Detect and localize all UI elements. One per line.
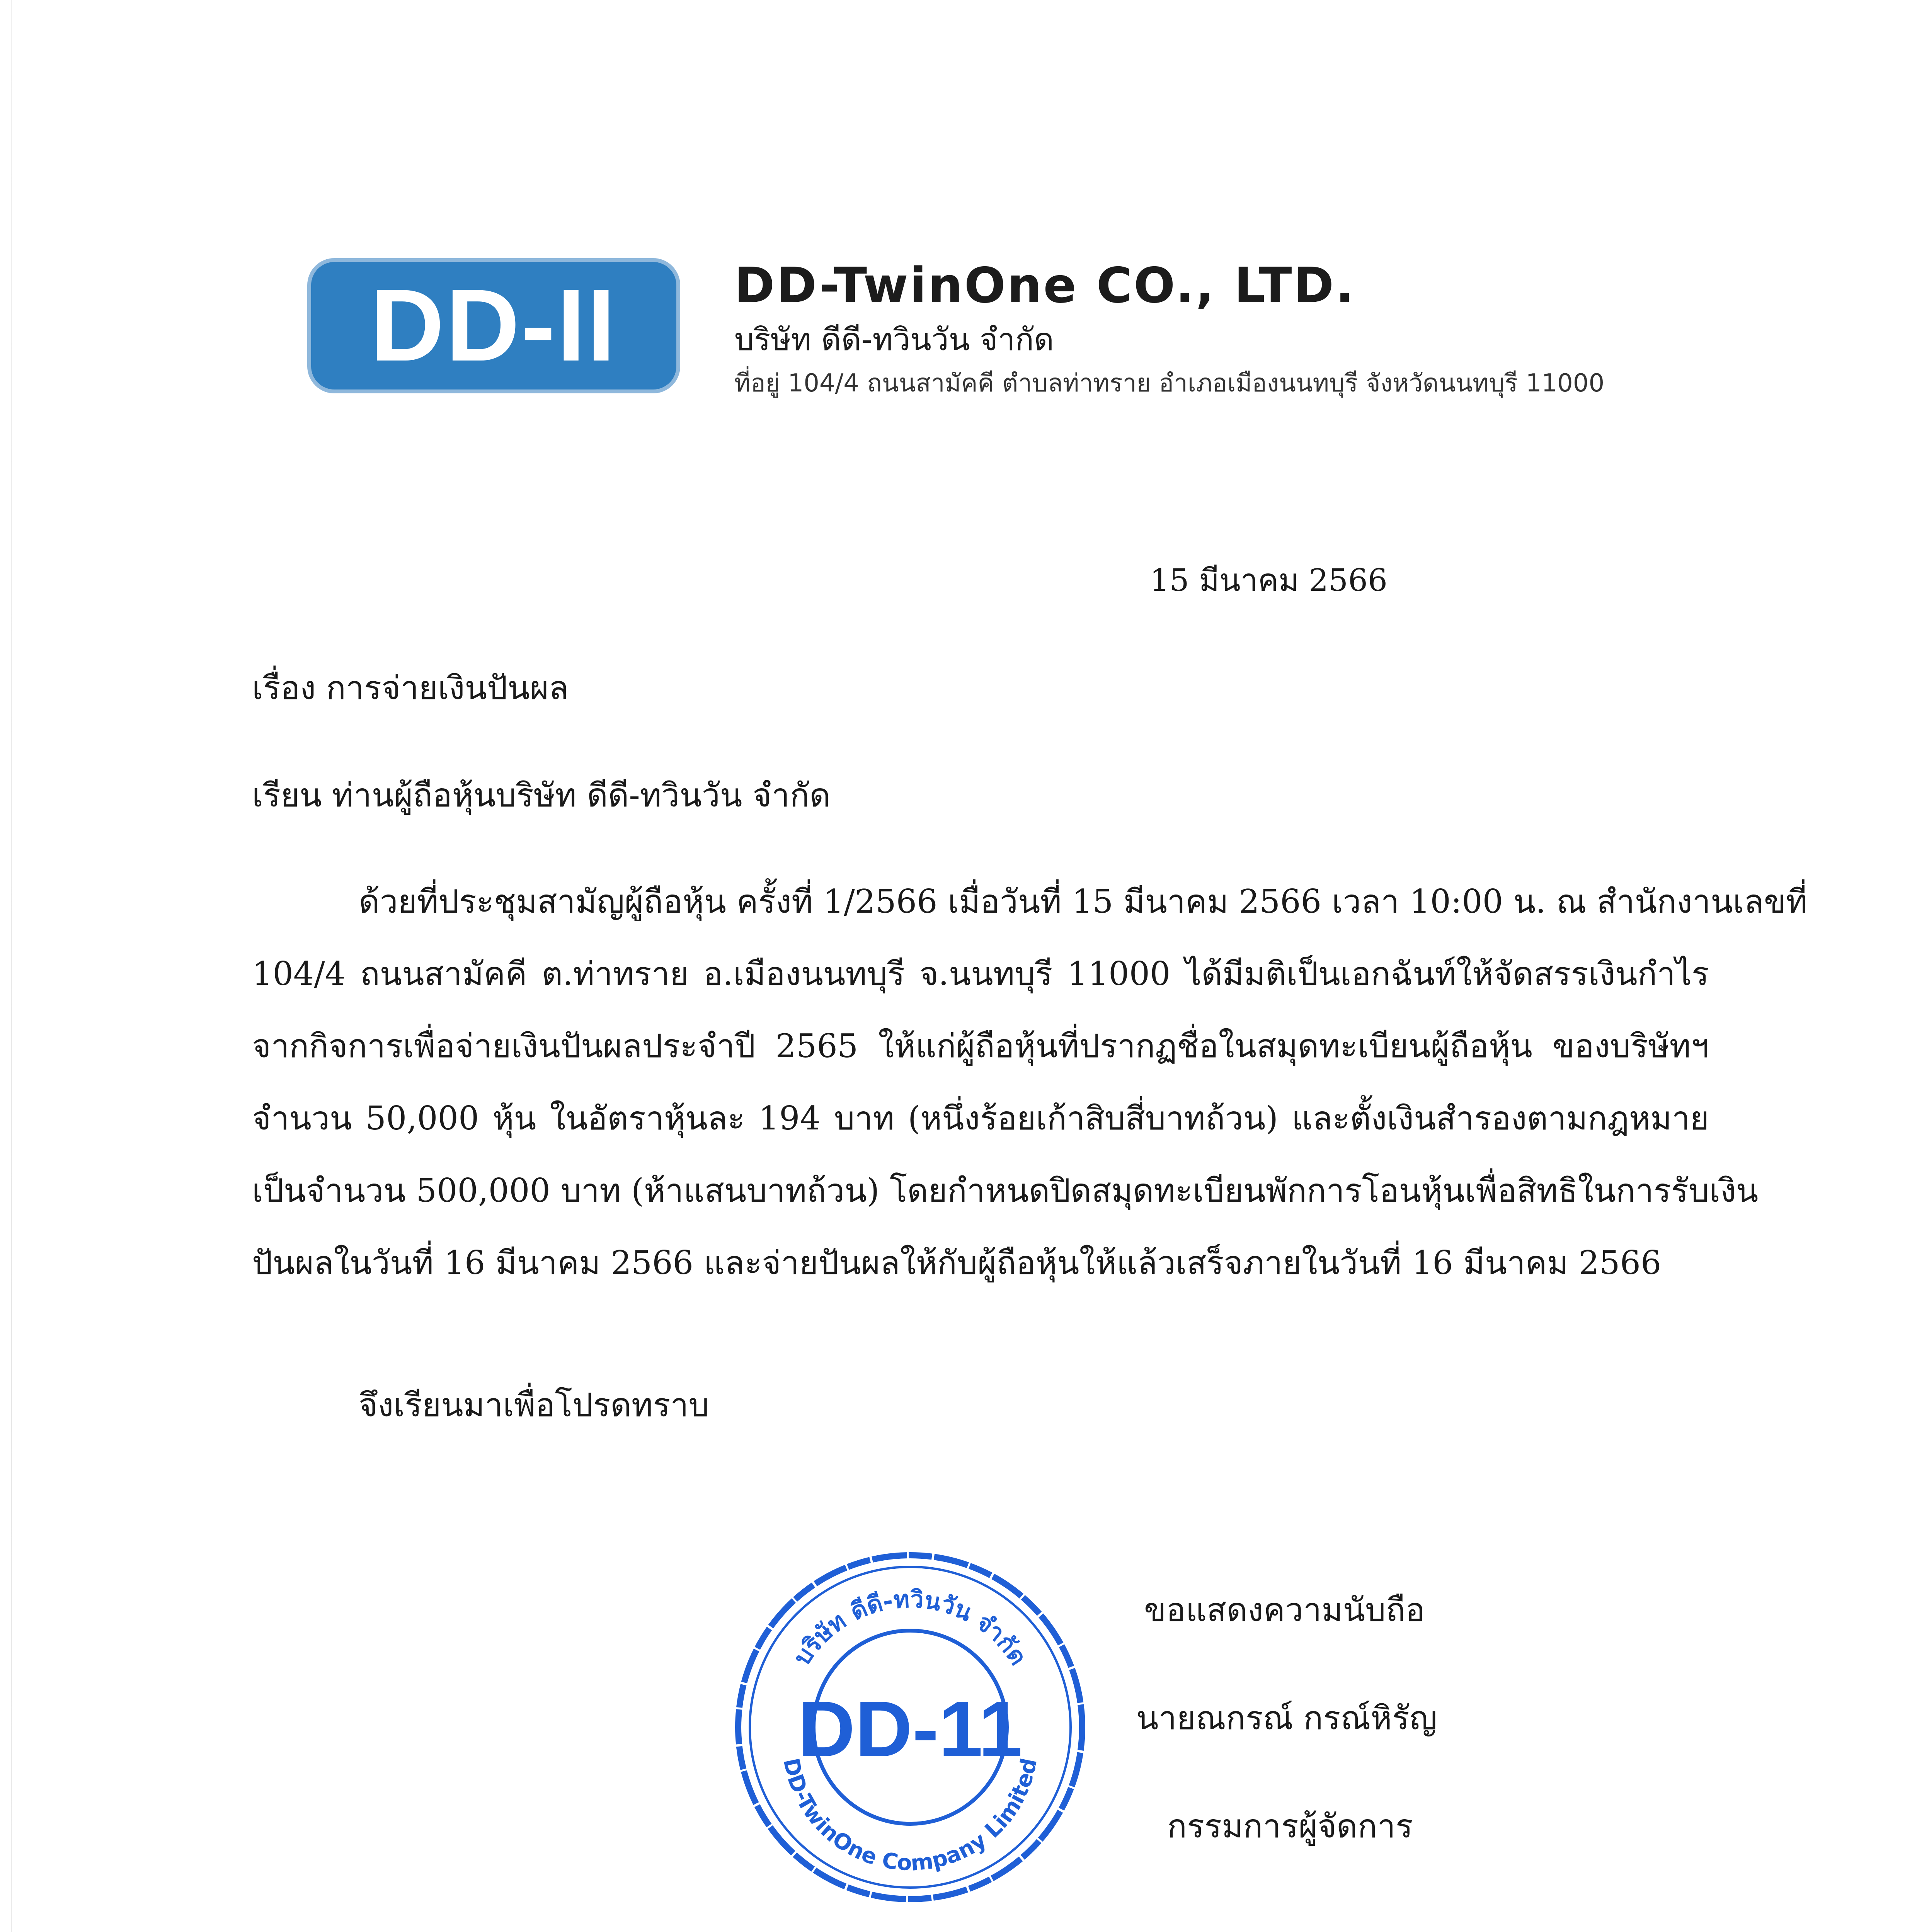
company-stamp [725,1542,1096,1913]
signoff: ขอแสดงความนับถือ [1144,1591,1425,1629]
letter-date: 15 มีนาคม 2566 [1150,562,1388,598]
stamp-bottom-text: DD-TwinOne Company Limited [778,1756,1042,1876]
company-address: ที่อยู่ 104/4 ถนนสามัคคี ตำบลท่าทราย อำเภอเมืองนนทบุรี จังหวัดนนทบุรี 11000 [734,369,1605,398]
body-line: ปันผลในวันที่ 16 มีนาคม 2566 และจ่ายปันผลให้กับผู้ถือหุ้นให้แล้วเสร็จภายในวันที่ 16 มีนาคม 2566 [252,1244,1662,1282]
company-name-en: DD-TwinOne CO., LTD. [734,257,1356,314]
body-line: ด้วยที่ประชุมสามัญผู้ถือหุ้น ครั้งที่ 1/2566 เมื่อวันที่ 15 มีนาคม 2566 เวลา 10:00 น. ณ สำนักงานเลขที่ [359,883,1808,920]
letter-salutation: เรียน ท่านผู้ถือหุ้นบริษัท ดีดี-ทวินวัน จำกัด [252,776,831,814]
signer-name: นายณกรณ์ กรณ์หิรัญ [1136,1699,1437,1737]
body-line: จำนวน 50,000 หุ้น ในอัตราหุ้นละ 194 บาท (หนึ่งร้อยเก้าสิบสี่บาทถ้วน) และตั้งเงินสำรองตามกฎหมาย [252,1099,1709,1137]
letter-subject: เรื่อง การจ่ายเงินปันผล [252,669,569,707]
body-line: 104/4 ถนนสามัคคี ต.ท่าทราย อ.เมืองนนทบุรี จ.นนทบุรี 11000 ได้มีมติเป็นเอกฉันท์ให้จัดสรรเงินกำไร [252,955,1709,993]
letter-closing: จึงเรียนมาเพื่อโปรดทราบ [359,1386,709,1424]
signer-title: กรรมการผู้จัดการ [1167,1807,1413,1845]
scan-edge [11,0,12,1932]
stamp-top-text: บริษัท ดีดี-ทวินวัน จำกัด [787,1585,1033,1670]
body-line: เป็นจำนวน 500,000 บาท (ห้าแสนบาทถ้วน) โดยกำหนดปิดสมุดทะเบียนพักการโอนหุ้นเพื่อสิทธิในการรับเงิน [252,1172,1759,1209]
company-logo [307,258,680,393]
stamp-center-text: DD-11 [798,1685,1023,1773]
company-name-th: บริษัท ดีดี-ทวินวัน จำกัด [734,321,1054,357]
logo-text: DD-II [370,268,617,383]
body-line: จากกิจการเพื่อจ่ายเงินปันผลประจำปี 2565 ให้แก่ผู้ถือหุ้นที่ปรากฏชื่อในสมุดทะเบียนผู้ถือหุ้น ของบริษัทฯ [252,1027,1709,1065]
